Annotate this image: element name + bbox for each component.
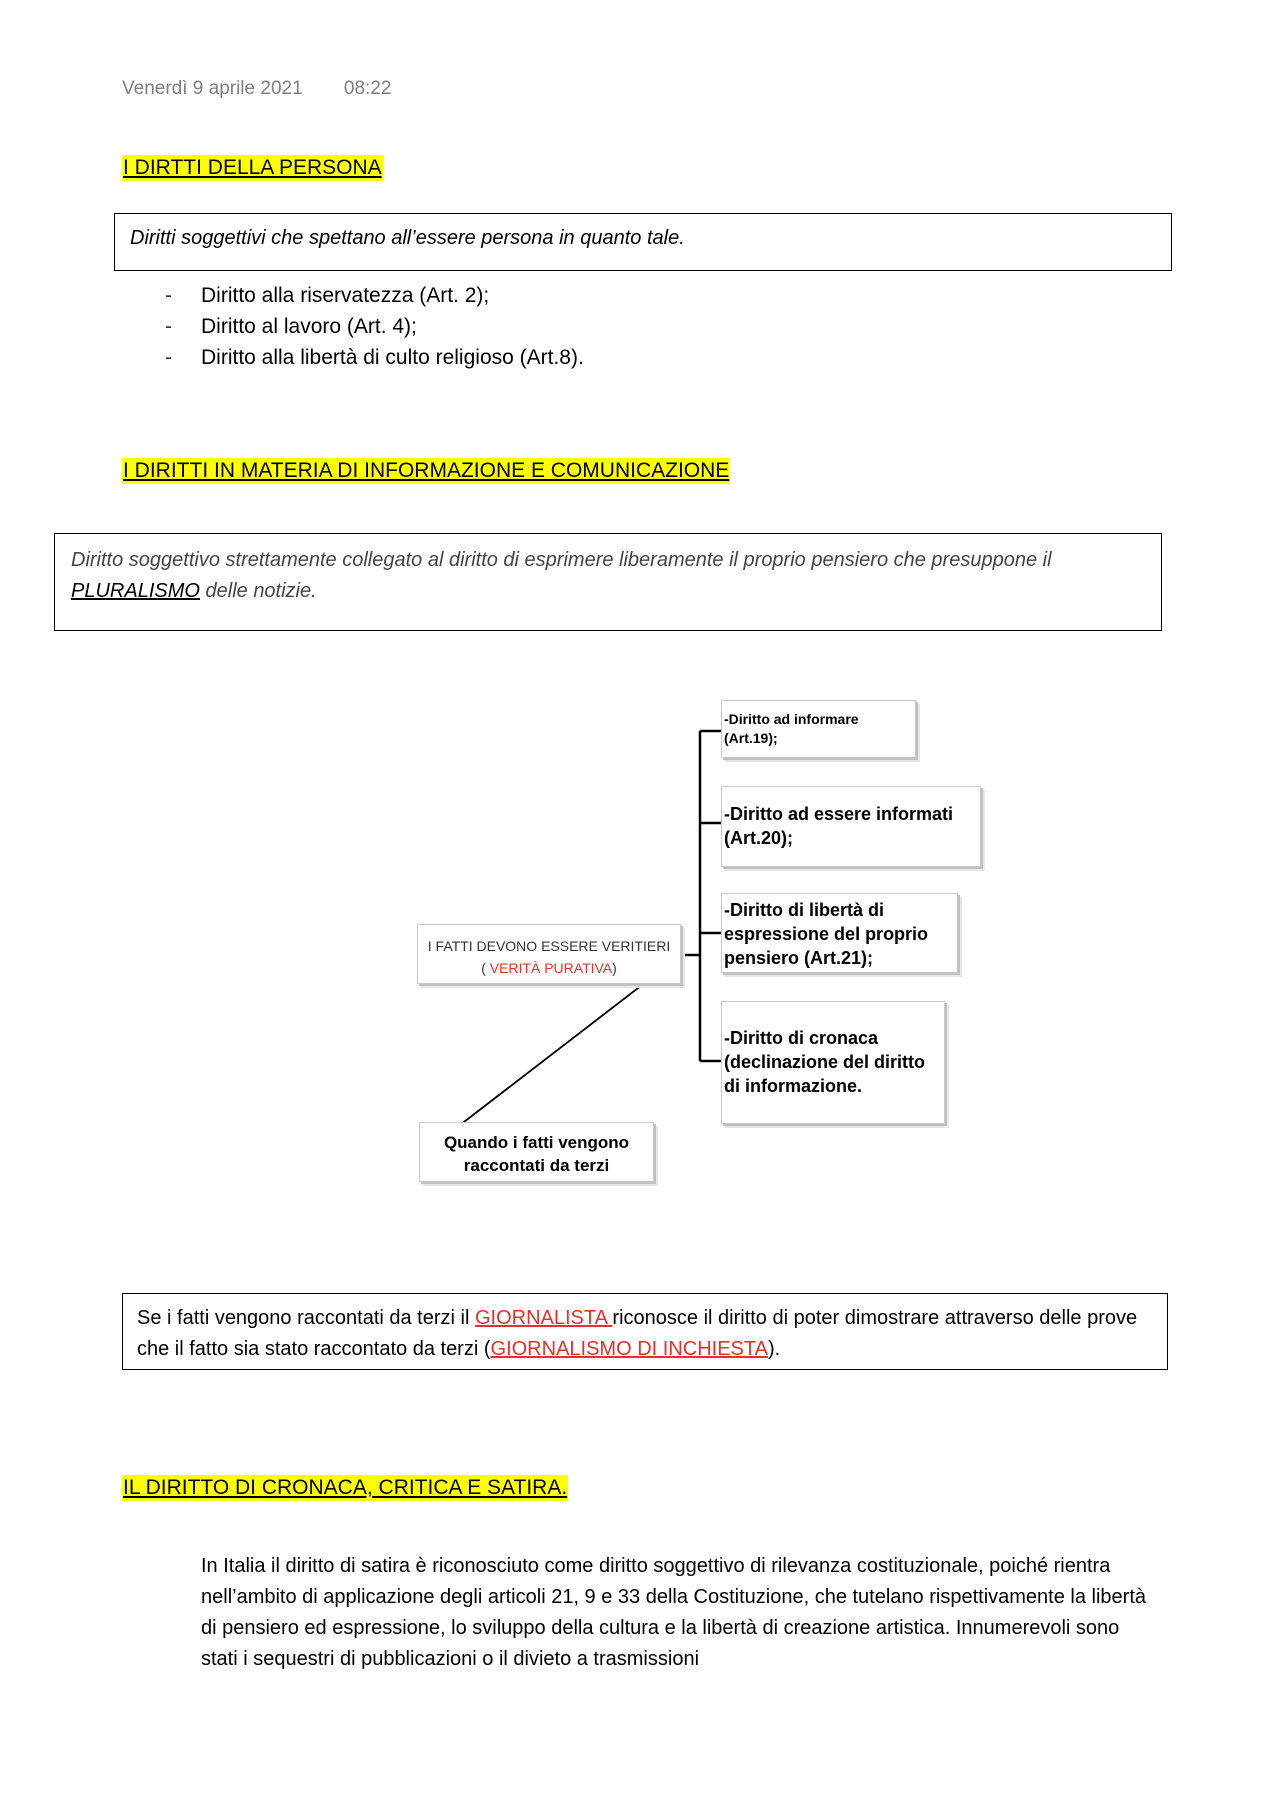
- verita-purativa-label: VERITÀ PURATIVA: [489, 960, 613, 976]
- center-node-title: I FATTI DEVONO ESSERE VERITIERI: [427, 938, 671, 954]
- note-text: ).: [767, 1338, 781, 1360]
- diagram-branch-cronaca: -Diritto di cronaca (declinazione del diritto di informazione.: [721, 1001, 945, 1124]
- diagram-branch-liberta-espressione: -Diritto di libertà di espressione del proprio pensiero (Art.21);: [721, 893, 958, 973]
- paren-open: (: [481, 960, 490, 976]
- definition-text-persona: Diritti soggettivi che spettano all’essere persona in quanto tale.: [130, 227, 685, 249]
- definition-text-part: Diritto soggettivo strettamente collegato al diritto di esprimere liberamente il proprio pensiero che presuppone il: [71, 549, 1052, 571]
- note-text: riconosce il diritto di poter dimostrare attraverso delle prove che il fatto sia stato raccontato da terzi (: [137, 1307, 1138, 1360]
- list-item: - Diritto alla riservatezza (Art. 2);: [165, 280, 584, 311]
- note-box-giornalista: [122, 1293, 1168, 1370]
- section-heading-persona: I DIRTTI DELLA PERSONA: [123, 156, 382, 179]
- note-text: Se i fatti vengono raccontati da terzi il: [137, 1307, 475, 1329]
- diagram-center-node: [417, 924, 681, 984]
- paren-close: ): [612, 960, 617, 976]
- list-item: - Diritto al lavoro (Art. 4);: [165, 311, 584, 342]
- definition-text-part: delle notizie.: [205, 580, 317, 602]
- diagram-branch-essere-informati: -Diritto ad essere informati (Art.20);: [721, 786, 981, 867]
- section-heading-cronaca: IL DIRITTO DI CRONACA, CRITICA E SATIRA.: [123, 1476, 568, 1499]
- connector-third-party: [460, 985, 642, 1125]
- diagram-branch-informare: -Diritto ad informare (Art.19);: [721, 700, 916, 758]
- satira-paragraph: In Italia il diritto di satira è riconosciuto come diritto soggettivo di rilevanza costituzionale, poiché rientra nell’ambito di applicazione degli articoli 21, 9 e 33 della Costituzione, che tutelano rispettivamente la libertà di pensiero ed espressione, lo sviluppo della cultura e la libertà di creazione artistica. Innumerevoli sono stati i sequestri di pubblicazioni o il divieto a trasmissioni: [201, 1555, 1146, 1670]
- section-heading-informazione: I DIRITTI IN MATERIA DI INFORMAZIONE E COMUNICAZIONE: [123, 459, 730, 482]
- pluralismo-keyword: PLURALISMO: [71, 580, 200, 602]
- giornalismo-inchiesta-keyword: GIORNALISMO DI INCHIESTA: [490, 1338, 768, 1360]
- page-time: 08:22: [343, 78, 392, 99]
- diagram-third-party-node: Quando i fatti vengono raccontati da terzi: [419, 1122, 654, 1182]
- page-date: Venerdì 9 aprile 2021: [122, 78, 303, 99]
- center-node-subtitle: [418, 957, 680, 979]
- giornalista-keyword: GIORNALISTA: [474, 1307, 613, 1329]
- list-item: - Diritto alla libertà di culto religioso (Art.8).: [165, 342, 584, 373]
